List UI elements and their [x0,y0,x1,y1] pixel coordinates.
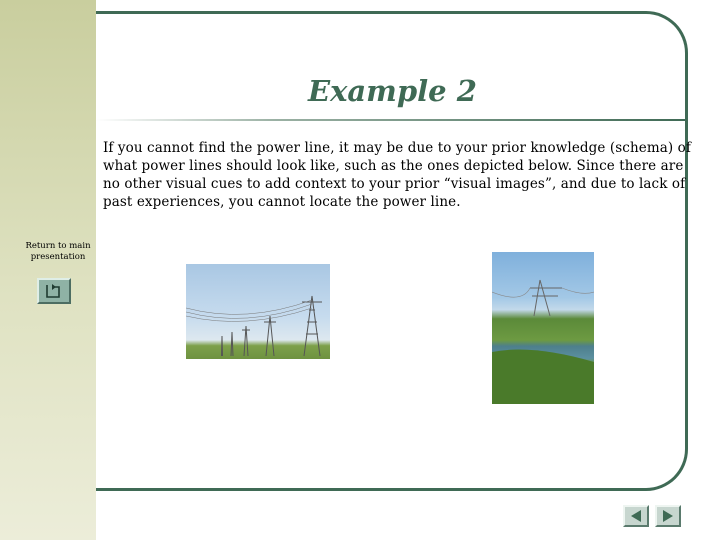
power-lines-river-photo [492,252,594,404]
return-to-main-button[interactable] [37,278,71,304]
next-slide-button[interactable] [655,505,681,527]
power-lines-field-photo [186,264,330,359]
triangle-left-icon [628,509,644,523]
triangle-right-icon [660,509,676,523]
return-label: Return to main presentation [25,241,91,262]
return-arrow-icon [43,282,65,300]
slide-body-text: If you cannot find the power line, it may be due to your prior knowledge (schema) of what power lines should look like, such as the ones depicted below. Since there are no other visual cues to add context to your prior “visual images”, and due to lack of past experiences, you cannot locate the power line. [103,140,691,210]
title-divider [96,119,688,121]
slide-title: Example 2 [308,74,477,108]
previous-slide-button[interactable] [623,505,649,527]
left-sidebar-band [0,0,96,540]
